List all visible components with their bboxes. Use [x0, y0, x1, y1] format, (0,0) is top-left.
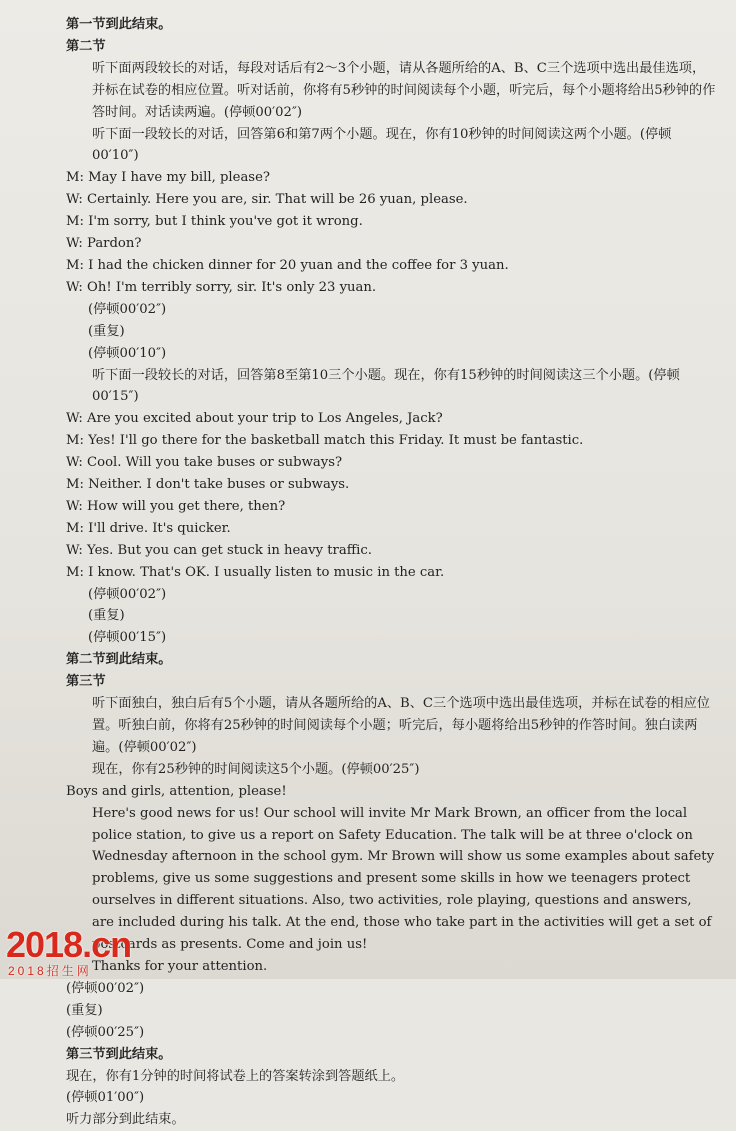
script-line: 第一节到此结束。: [66, 17, 172, 32]
script-line: M: I'll drive. It's quicker.: [66, 520, 231, 536]
script-line: W: Oh! I'm terribly sorry, sir. It's only 23 yuan.: [66, 279, 377, 295]
script-line: M: I had the chicken dinner for 20 yuan and the coffee for 3 yuan.: [66, 257, 509, 273]
script-line: 第二节到此结束。: [66, 652, 172, 668]
script-line: 听下面一段较长的对话，回答第8至第10三个小题。现在，你有15秒钟的时间阅读这三个小题。(停顿00′15″): [92, 367, 680, 405]
script-line: 听力部分到此结束。: [66, 1112, 185, 1128]
script-line: W: Pardon?: [66, 236, 142, 252]
script-line: M: Neither. I don't take buses or subways.: [66, 477, 350, 493]
watermark-subtitle: 2018招生网: [8, 964, 92, 978]
script-line: W: Certainly. Here you are, sir. That will be 26 yuan, please.: [66, 192, 468, 208]
script-line: M: Yes! I'll go there for the basketball match this Friday. It must be fantastic.: [66, 433, 584, 449]
site-watermark: [2, 924, 162, 976]
script-line: M: I'm sorry, but I think you've got it wrong.: [66, 214, 363, 230]
script-line: (重复): [66, 1002, 103, 1018]
script-line: W: How will you get there, then?: [66, 498, 286, 514]
script-line: (停顿00′25″): [66, 1024, 145, 1040]
script-line: 现在，你有1分钟的时间将试卷上的答案转涂到答题纸上。: [66, 1068, 405, 1084]
script-line: (停顿00′02″): [88, 586, 167, 602]
script-line: (重复): [88, 323, 125, 339]
script-line: (停顿00′15″): [88, 630, 167, 646]
script-line: W: Are you excited about your trip to Los Angeles, Jack?: [66, 411, 443, 427]
script-line: (停顿01′00″): [66, 1090, 145, 1106]
script-line: M: I know. That's OK. I usually listen to music in the car.: [66, 564, 445, 580]
script-line: Here's good news for us! Our school will invite Mr Mark Brown, an officer from the local police station, to give us a report on Safety Education. The talk will be at three o'clock on Wednesday afternoon in the school gym. Mr Brown will show us some examples about safety problems, give us some suggestions and present some skills in how we teenagers protect ourselves in different situations. Also, two activities, role playing, questions and answers, are included during his talk. At the end, those who take part in the activities will get a set of postcards as presents. Come and join us!: [92, 805, 715, 953]
script-line: (重复): [88, 608, 125, 624]
script-line: W: Yes. But you can get stuck in heavy traffic.: [66, 542, 372, 558]
script-line: 听下面独白，独白后有5个小题，请从各题所给的A、B、C三个选项中选出最佳选项，并标在试卷的相应位置。听独白前，你将有25秒钟的时间阅读每个小题；听完后，每小题将给出5秒钟的作答时间。独白读两遍。(停顿00′02″): [92, 696, 710, 755]
script-line: (停顿00′02″): [66, 980, 145, 996]
script-line: 第三节到此结束。: [66, 1046, 172, 1062]
script-line: (停顿00′02″): [88, 301, 167, 317]
watermark-logo: 2018.cn: [6, 924, 132, 965]
script-line: Boys and girls, attention, please!: [66, 783, 287, 799]
script-line: Thanks for your attention.: [92, 958, 268, 974]
script-line: (停顿00′10″): [88, 345, 167, 361]
script-line: 第三节: [66, 674, 106, 690]
script-line: 第二节: [66, 38, 106, 54]
script-line: 听下面两段较长的对话，每段对话后有2～3个小题，请从各题所给的A、B、C三个选项中选出最佳选项，并标在试卷的相应位置。听对话前，你将有5秒钟的时间阅读每个小题，听完后，每个小题将给出5秒钟的作答时间。对话读两遍。(停顿00′02″): [92, 60, 716, 120]
script-line: W: Cool. Will you take buses or subways?: [66, 455, 343, 471]
script-line: 现在，你有25秒钟的时间阅读这5个小题。(停顿00′25″): [92, 761, 420, 777]
script-line: M: May I have my bill, please?: [66, 170, 270, 186]
listening-script: [66, 14, 716, 1131]
script-line: 听下面一段较长的对话，回答第6和第7两个小题。现在，你有10秒钟的时间阅读这两个小题。(停顿00′10″): [92, 126, 672, 164]
